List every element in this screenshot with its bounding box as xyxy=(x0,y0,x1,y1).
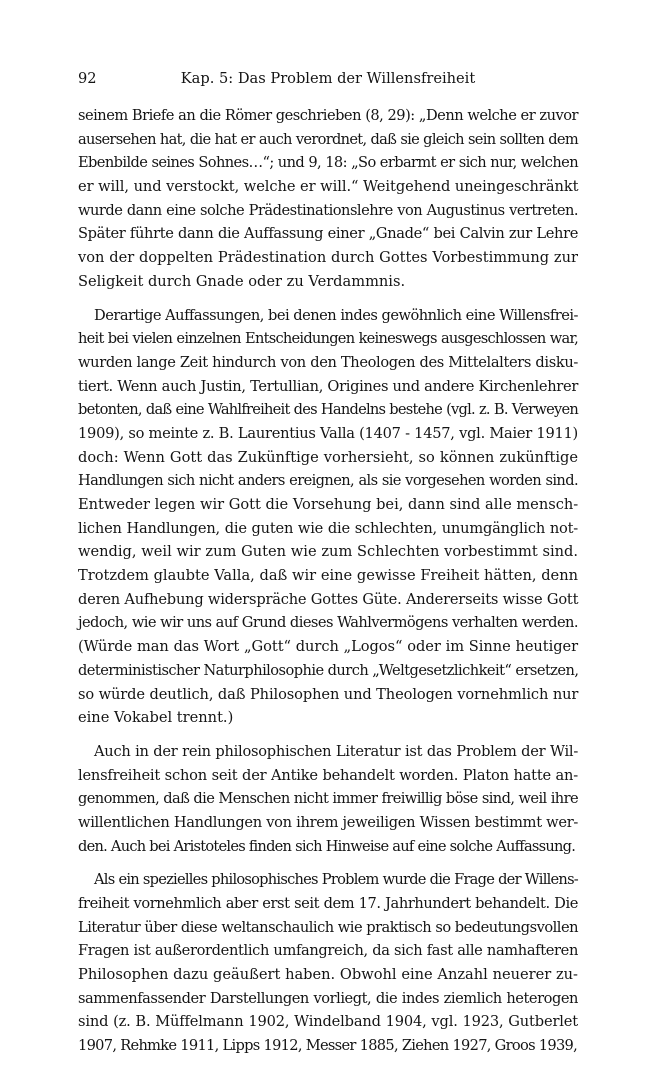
text-line: Literatur über diese weltanschaulich wie praktisch so bedeutungsvollen xyxy=(78,918,578,936)
text-line: Als ein spezielles philosophisches Problem wurde die Frage der Willens- xyxy=(94,871,578,889)
paragraph xyxy=(78,740,578,858)
text-line: seinem Briefe an die Römer geschrieben (8, 29): „Denn welche er zuvor xyxy=(78,107,578,124)
running-title: Kap. 5: Das Problem der Willensfreiheit xyxy=(180,70,476,87)
text-line: wurde dann eine solche Prädestinationslehre von Augustinus vertreten. xyxy=(78,201,578,219)
text-line: Derartige Auffassungen, bei denen indes gewöhnlich eine Willensfrei- xyxy=(94,306,578,324)
text-line: sind (z. B. Müffelmann 1902, Windelband 1904, vgl. 1923, Gutberlet xyxy=(78,1013,578,1031)
paragraph xyxy=(78,304,578,730)
paragraph xyxy=(78,868,578,1058)
text-line: Ebenbilde seines Sohnes…“; und 9, 18: „So erbarmt er sich nur, welchen xyxy=(78,154,578,172)
text-line: Philosophen dazu geäußert haben. Obwohl eine Anzahl neuerer zu- xyxy=(78,966,578,984)
text-line: lensfreiheit schon seit der Antike behandelt worden. Platon hatte an- xyxy=(78,766,578,784)
text-line: Handlungen sich nicht anders ereignen, als sie vorgesehen worden sind. xyxy=(78,472,578,490)
text-line: Später führte dann die Auffassung einer „Gnade“ bei Calvin zur Lehre xyxy=(78,225,578,243)
text-line: betonten, daß eine Wahlfreiheit des Handelns bestehe (vgl. z. B. Verweyen xyxy=(78,401,578,419)
text-line: lichen Handlungen, die guten wie die schlechten, unumgänglich not- xyxy=(78,519,578,537)
text-line: den. Auch bei Aristoteles finden sich Hinweise auf eine solche Auffassung. xyxy=(78,837,576,855)
text-line: Fragen ist außerordentlich umfangreich, da sich fast alle namhafteren xyxy=(78,942,578,960)
paragraph xyxy=(78,104,578,294)
text-line: ausersehen hat, die hat er auch verordnet, daß sie gleich sein sollten dem xyxy=(78,130,578,148)
text-line: jedoch, wie wir uns auf Grund dieses Wahlvermögens verhalten werden. xyxy=(78,614,578,632)
text-line: deren Aufhebung widerspräche Gottes Güte. Andererseits wisse Gott xyxy=(78,590,579,608)
text-line: heit bei vielen einzelnen Entscheidungen keineswegs ausgeschlossen war, xyxy=(78,330,578,348)
text-line: Auch in der rein philosophischen Literatur ist das Problem der Wil- xyxy=(94,742,578,760)
text-line: deterministischer Naturphilosophie durch „Weltgesetzlichkeit“ ersetzen, xyxy=(78,661,579,679)
text-line: Seligkeit durch Gnade oder zu Verdammnis. xyxy=(78,272,406,290)
text-line: Entweder legen wir Gott die Vorsehung bei, dann sind alle mensch- xyxy=(78,496,579,513)
text-line: Trotzdem glaubte Valla, daß wir eine gewisse Freiheit hätten, denn xyxy=(78,567,578,585)
text-line: sammenfassender Darstellungen vorliegt, die indes ziemlich heterogen xyxy=(78,989,578,1007)
text-line: 1909), so meinte z. B. Laurentius Valla (1407 - 1457, vgl. Maier 1911) xyxy=(78,424,579,442)
text-line: von der doppelten Prädestination durch Gottes Vorbestimmung zur xyxy=(78,249,578,267)
text-line: wurden lange Zeit hindurch von den Theologen des Mittelalters disku- xyxy=(78,353,578,371)
text-line: genommen, daß die Menschen nicht immer freiwillig böse sind, weil ihre xyxy=(78,790,578,808)
page-header xyxy=(78,70,578,92)
text-line: er will, und verstockt, welche er will.“ Weitgehend uneingeschränkt xyxy=(78,178,579,196)
text-line: so würde deutlich, daß Philosophen und Theologen vornehmlich nur xyxy=(78,685,579,703)
text-line: freiheit vornehmlich aber erst seit dem 17. Jahrhundert behandelt. Die xyxy=(78,895,578,912)
text-line: (Würde man das Wort „Gott“ durch „Logos“ oder im Sinne heutiger xyxy=(78,638,578,656)
text-line: tiert. Wenn auch Justin, Tertullian, Origines und andere Kirchenlehrer xyxy=(78,377,578,395)
text-line: eine Vokabel trennt.) xyxy=(78,709,234,727)
text-line: willentlichen Handlungen von ihrem jeweiligen Wissen bestimmt wer- xyxy=(78,813,578,831)
text-line: 1907, Rehmke 1911, Lipps 1912, Messer 1885, Ziehen 1927, Groos 1939, xyxy=(78,1037,578,1055)
text-line: wendig, weil wir zum Guten wie zum Schlechten vorbestimmt sind. xyxy=(78,543,578,561)
text-line: doch: Wenn Gott das Zukünftige vorhersieht, so können zukünftige xyxy=(78,448,578,466)
page-number: 92 xyxy=(78,70,97,87)
body-text xyxy=(78,104,578,1068)
